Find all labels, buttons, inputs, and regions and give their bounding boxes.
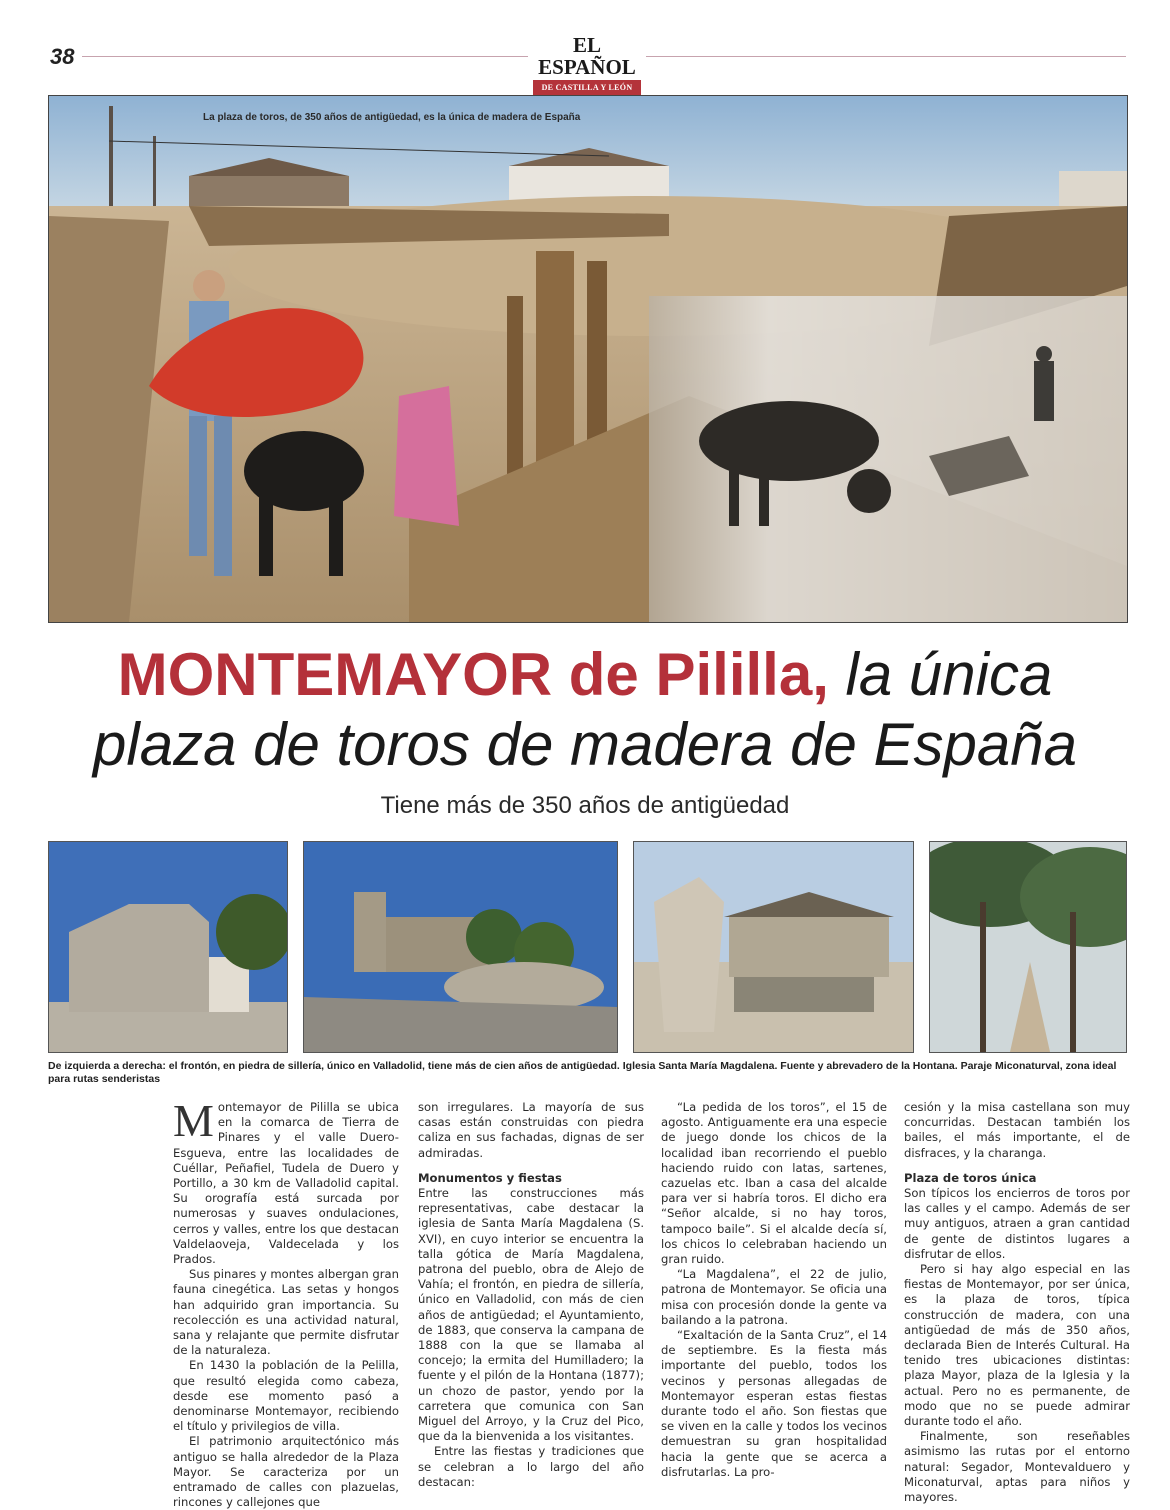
headline-part2: la única <box>845 641 1053 708</box>
photo-fronton <box>48 841 288 1053</box>
headline-line2: plaza de toros de madera de España <box>93 711 1077 778</box>
col3-paragraph-2: “La Magdalena”, el 22 de julio, patrona de Montemayor. Se oficia una misa con procesión donde la gente va bailando a la patrona. <box>661 1267 887 1327</box>
photo-paraje <box>929 841 1127 1053</box>
section-heading-monumentos: Monumentos y fiestas <box>418 1170 562 1185</box>
fuente-illustration <box>634 842 913 1052</box>
col1-paragraph-1 <box>173 1095 399 1267</box>
col3-paragraph-3: “Exaltación de la Santa Cruz”, el 14 de septiembre. Es la fiesta más importante del pueblo, todos los vecinos y personas allegadas de Montemayor esperan estas fiestas durante todo el año. Son fiestas que se viven en la calle y todos los vecinos demuestran su gran hospitalidad hacia la gente que se acerca a disfrutarlas. La pro- <box>661 1328 887 1479</box>
fronton-illustration <box>49 842 287 1052</box>
headline-town: MONTEMAYOR de Pililla, <box>117 641 829 708</box>
article-column-1 <box>173 1095 399 1510</box>
hero-caption: La plaza de toros, de 350 años de antigüedad, es la única de madera de España <box>203 112 581 123</box>
photo-iglesia <box>303 841 618 1053</box>
headline <box>0 640 1170 780</box>
masthead-logo <box>530 33 644 92</box>
col1-paragraph-2: Sus pinares y montes albergan gran fauna cinegética. Las setas y hongos han adquirido gran importancia. Su recolección es una actividad natural, sana y relajante que permite disfrutar de la naturaleza. <box>173 1267 399 1358</box>
subtitle: Tiene más de 350 años de antigüedad <box>380 792 790 819</box>
iglesia-illustration <box>304 842 617 1052</box>
paraje-illustration <box>930 842 1126 1052</box>
col1-paragraph-3: En 1430 la población de la Pelilla, que resultó elegida como cabeza, desde ese momento pasó a denominarse Montemayor, recibiendo el título y privilegios de villa. <box>173 1358 399 1434</box>
col2-paragraph-2: Entre las construcciones más representativas, cabe destacar la iglesia de Santa María Magdalena (S. XVI), en cuyo interior se encuentra la talla gótica de María Magdalena, patrona del pueblo, obra de Alejo de Vahía; el frontón, en piedra de sillería, único en Valladolid, con más de cien años de antigüedad; el Ayuntamiento, de 1883, que conserva la campana de 1888 con la que se llamaba al concejo; la ermita del Humilladero; la fuente y el pilón de la Hontana (1877); un chozo de pastor, yendo por la carretera que comunica con San Miguel del Arroyo, y la Cruz del Pico, que da la bienvenida a los visitantes. <box>418 1186 644 1444</box>
col4-paragraph-4: Finalmente, son reseñables asimismo las rutas por el entorno natural: Segador, Montevalduero y Miconaturval, aptas para niños y mayores. <box>904 1429 1130 1505</box>
photos-caption: De izquierda a derecha: el frontón, en piedra de sillería, único en Valladolid, tiene más de cien años de antigüedad. Iglesia Santa María Magdalena. Fuente y abrevadero de la Hontana. Paraje Miconaturval, zona ideal para rutas senderistas <box>48 1060 1117 1085</box>
hero-photo <box>48 95 1128 623</box>
col4-paragraph-3: Pero si hay algo especial en las fiestas de Montemayor, por ser única, es la plaza de toros, típica construcción de madera, con una antigüedad de más de 350 años, declarada Bien de Interés Cultural. Ha tenido tres ubicaciones distintas: plaza Mayor, plaza de la Iglesia y la actual. Pero no es permanente, de modo que no se puede admirar durante todo el año. <box>904 1262 1130 1429</box>
col1-p1-text: ontemayor de Pililla se ubica en la comarca de Tierra de Pinares y el valle Duero-Esgueva, entre las localidades de Cuéllar, Peñafiel, Tudela de Duero y Portillo, a 30 km de Valladolid capital. Su orografía está surcada por numerosas y suaves ondulaciones, cerros y valles, entre los que destacan Valdelaoveja, Valdecelada y los Prados. <box>173 1100 399 1267</box>
section-heading-plaza: Plaza de toros única <box>904 1170 1037 1185</box>
dropcap: M <box>173 1095 214 1146</box>
bullring-illustration <box>49 96 1127 622</box>
masthead-name: EL ESPAÑOL <box>538 33 636 79</box>
page-number: 38 <box>50 44 75 69</box>
col4-paragraph-2: Son típicos los encierros de toros por las calles y el campo. Además de ser muy antiguos, atraen a gran cantidad de gente de distintos lugares a disfrutar de ellos. <box>904 1186 1130 1261</box>
article-column-4 <box>904 1100 1130 1505</box>
photo-fuente <box>633 841 914 1053</box>
col2-paragraph-1: son irregulares. La mayoría de sus casas están construidas con piedra caliza en sus fachadas, dignas de ser admiradas. <box>418 1100 644 1160</box>
header-rule-left <box>82 56 528 57</box>
col4-paragraph-1: cesión y la misa castellana son muy concurridas. Destacan también los bailes, el más importante, el de disfraces, y la charanga. <box>904 1100 1130 1160</box>
masthead-subtitle: DE CASTILLA Y LEÓN <box>533 80 641 95</box>
col2-paragraph-3: Entre las fiestas y tradiciones que se celebran a lo largo del año destacan: <box>418 1444 644 1489</box>
article-column-2 <box>418 1100 644 1490</box>
col3-paragraph-1: “La pedida de los toros”, el 15 de agosto. Antiguamente era una especie de juego donde los chicos de la localidad iban recorriendo el pueblo haciendo ruido con latas, sartenes, cazuelas etc. Iban a casa del alcalde para ver si habría toros. El dicho era “Señor alcalde, si no hay toros, tampoco baile”. Si el alcalde decía sí, los chicos lo celebraban haciendo un gran ruido. <box>661 1100 887 1267</box>
header-rule-right <box>646 56 1126 57</box>
col1-paragraph-4: El patrimonio arquitectónico más antiguo se halla alrededor de la Plaza Mayor. Se caracteriza por un entramado de calles con plazuelas, rincones y callejones que <box>173 1434 399 1510</box>
article-column-3 <box>661 1100 887 1480</box>
